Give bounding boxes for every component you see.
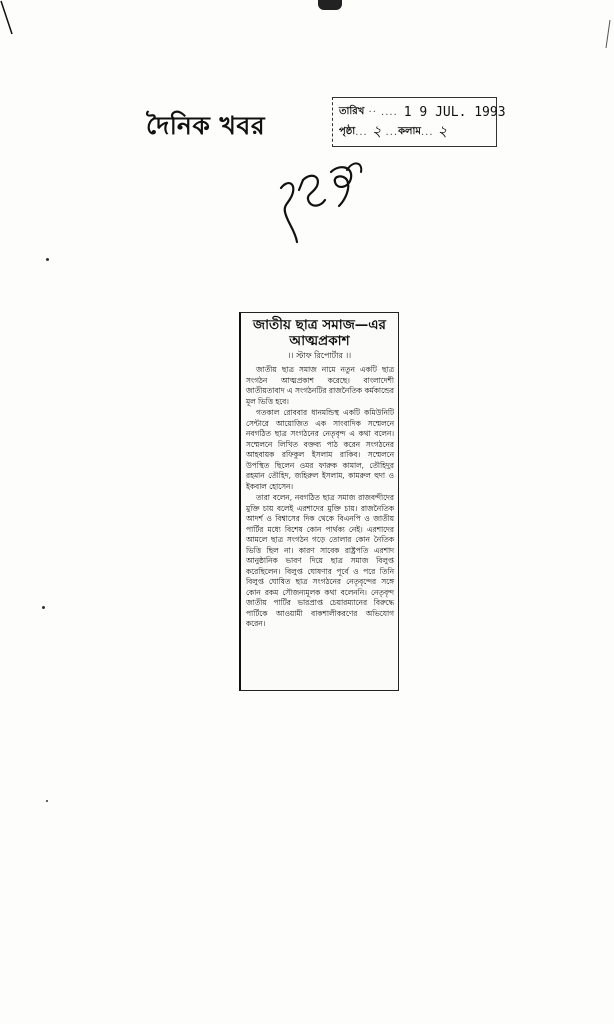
clipping-paragraph: জাতীয় ছাত্র সমাজ নামে নতুন একটি ছাত্র সংগঠন আত্মপ্রকাশ করেছে। বাংলাদেশী জাতীয়তাবাদ এ সংগঠনটির রাজনৈতিক কর্মকান্ডের মূল ভিত্তি হবে। [246,365,394,406]
stamp-date-row [339,102,506,122]
clipping-body [241,363,398,630]
stamp-dots: ... [385,126,399,138]
stamp-dots: ·· .... [364,106,398,118]
stray-dot [46,258,49,261]
stray-dot [42,606,45,609]
newspaper-name: দৈনিক খবর [146,111,266,140]
stamp-dots: ... [355,126,368,138]
top-ink-smudge [318,0,342,10]
stamp-page-row [339,122,490,142]
stamp-date-label: তারিখ [339,105,365,117]
clipping-headline: জাতীয় ছাত্র সমাজ—এর আত্মপ্রকাশ [253,317,386,349]
stamp-date-value: 1 9 JUL. 1993 [403,104,506,120]
clipping-paragraph: গতকাল রোববার ধানমন্ডিস্থ একটি কমিউনিটি সেন্টারে আয়োজিত এক সাংবাদিক সম্মেলনে নবগঠিত ছাত্র সংগঠনের নেতৃবৃন্দ এ কথা বলেন। সম্মেলনে লিখিত বক্তব্য পাঠ করেন সংগঠনের আহবায়ক রফিকুল ইসলাম রাকিব। সম্মেলনে উপস্থিত ছিলেন ওমর ফারুক কামাল, তৌহিদুর রহমান তৌহিদ, জহিরুল ইসলাম, কামরুল হুদা ও ইকবাল হোসেন। [246,408,394,491]
stamp-page-label: পৃষ্ঠা [339,125,356,137]
news-clipping [239,312,399,691]
stamp-page-value: ২ [371,121,382,140]
stray-dot [46,800,48,802]
stamp-column-value: ২ [437,121,448,140]
stamp-dots: ... [420,126,434,138]
archive-stamp [332,97,506,147]
corner-fold-mark [0,0,16,40]
clipping-paragraph: তারা বলেন, নবগঠিত ছাত্র সমাজ রাজবন্দীদের মুক্তি চায় বলেই এরশাদের মুক্তি চায়। রাজনৈতিক আদর্শ ও বিশ্বাসের দিক থেকে বিএনপি ও জাতীয় পার্টির মধ্যে বিশেষ কোন পার্থক্য নেই। এরশাদের আমলে ছাত্র সংগঠন গড়ে তোলার কোন নৈতিক ভিত্তি ছিল না। কারণ সাবেক রাষ্ট্রপতি এরশাদ আনুষ্ঠানিক ভাবণ দিয়ে ছাত্র সমাজ বিলুপ্ত করেছিলেন। বিলুপ্ত ঘোষণার পূর্বে ও পরে তিনি বিলুপ্ত ঘোষিত ছাত্র সংগঠনের নেতৃবৃন্দের সঙ্গে কোন রকম সৌজন্যমূলক কথা বলেননি। নেতৃবৃন্দ জাতীয় পার্টির ভারপ্রাপ্ত চেয়ারম্যানের বিরুদ্ধে পার্টিকে আওয়ামী বাকশালীকরণের অভিযোগ করেন। [246,493,394,628]
edge-mark [604,20,612,50]
stamp-column-label: কলাম [398,125,421,137]
handwritten-archive-number [273,150,373,250]
clipping-byline: ।। স্টাফ রিপোর্টার ।। [287,351,352,360]
